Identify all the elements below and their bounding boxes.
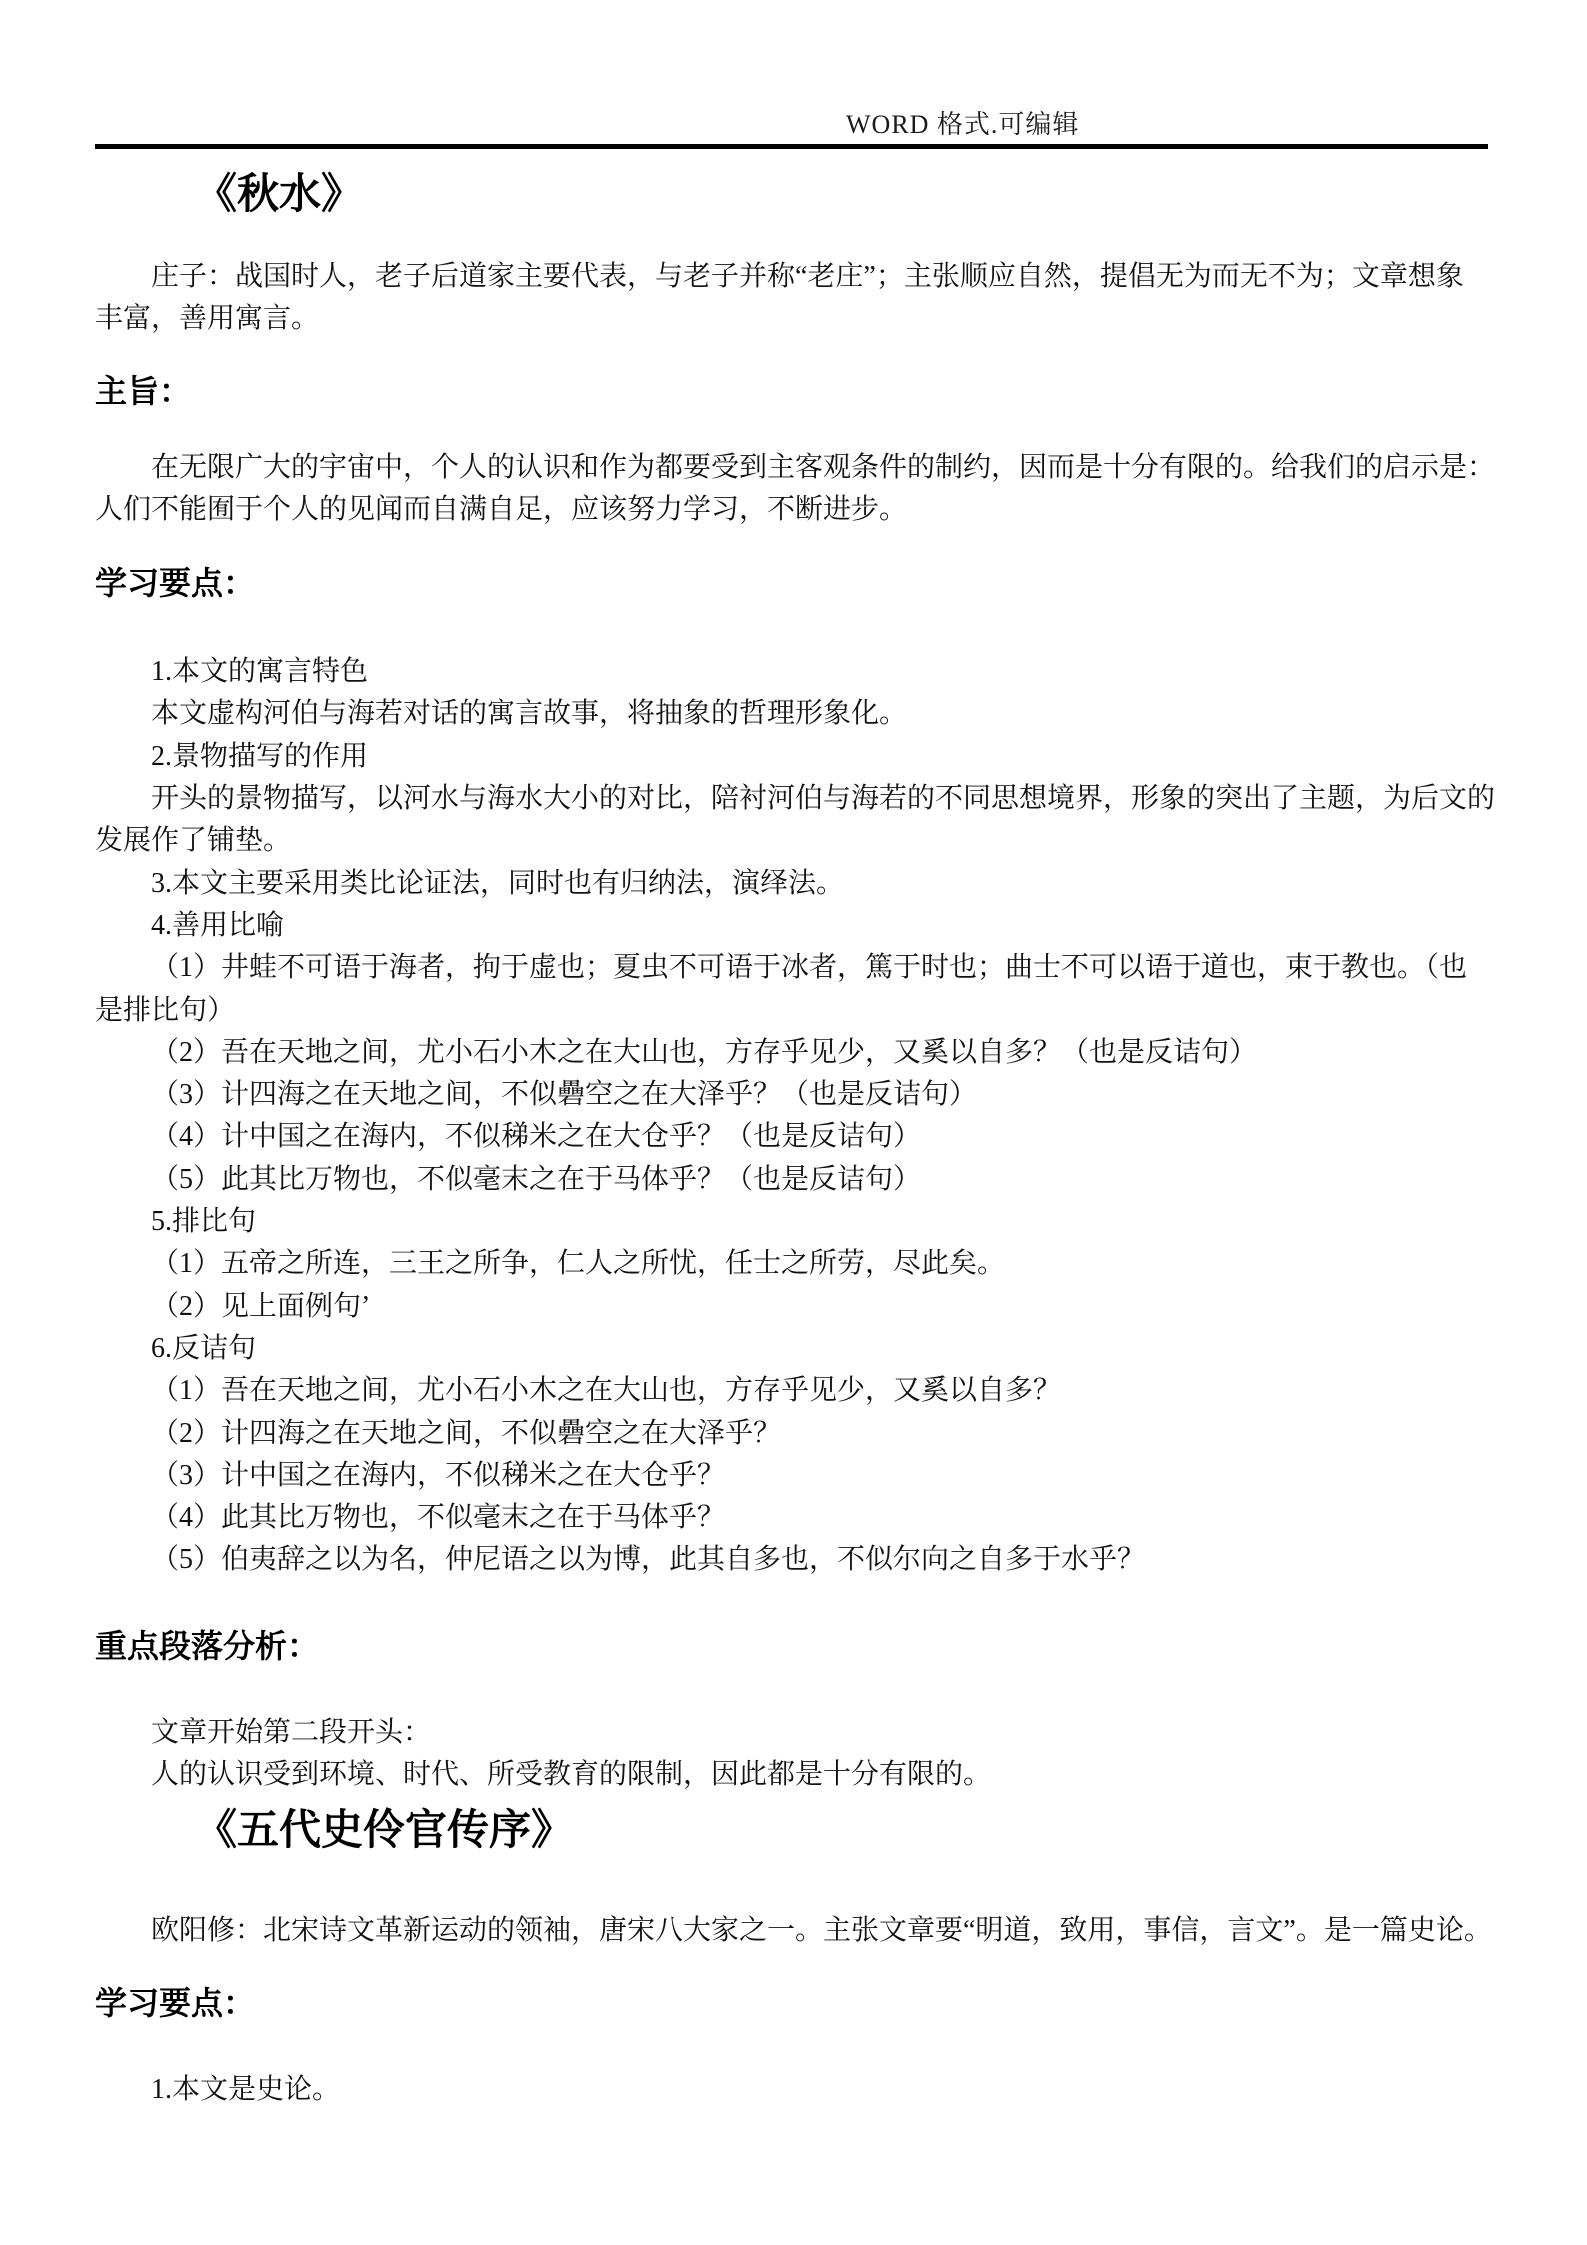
document-content — [95, 152, 1495, 2111]
list-item: （4）计中国之在海内，不似稊米之在大仓乎？（也是反诘句） — [151, 1121, 922, 1153]
title-lingguan: 《五代史伶官传序》 — [195, 1806, 574, 1854]
list-item: 1.本文的寓言特色 — [151, 656, 369, 688]
list-item: （2）见上面例句’ — [151, 1290, 371, 1322]
list-item: 开头的景物描写，以河水与海水大小的对比，陪衬河伯与海若的不同思想境界，形象的突出了主题，为后文的 — [151, 783, 1496, 815]
list-item: 1.本文是史论。 — [151, 2073, 341, 2105]
list-item: （2）计四海之在天地之间，不似礨空之在大泽乎？ — [151, 1417, 782, 1449]
heading-xuexi-qiushui: 学习要点： — [95, 565, 256, 602]
text-line: 文章开始第二段开头： — [151, 1716, 432, 1748]
text-line: 人们不能囿于个人的见闻而自满自足，应该努力学习，不断进步。 — [95, 493, 908, 525]
paragraph-qiushui-intro — [95, 256, 1495, 341]
list-item: （1）井蛙不可语于海者，拘于虚也；夏虫不可语于冰者，篤于时也；曲士不可以语于道也，束于教也。（也 — [151, 952, 1468, 984]
heading-zhongdian: 重点段落分析： — [95, 1627, 320, 1664]
list-item: 6.反诘句 — [151, 1332, 257, 1364]
list-item: （2）吾在天地之间，尤小石小木之在大山也，方存乎见少，又奚以自多？（也是反诘句） — [151, 1036, 1258, 1068]
list-item: （1）吾在天地之间，尤小石小木之在大山也，方存乎见少，又奚以自多？ — [151, 1375, 1062, 1407]
list-item: （3）计四海之在天地之间，不似礨空之在大泽乎？（也是反诘句） — [151, 1079, 978, 1111]
list-item: （5）伯夷辞之以为名，仲尼语之以为博，此其自多也，不似尔向之自多于水乎？ — [151, 1544, 1146, 1576]
list-item: （3）计中国之在海内，不似稊米之在大仓乎？ — [151, 1459, 726, 1491]
title-qiushui: 《秋水》 — [195, 170, 364, 217]
list-study-points-qiushui — [95, 651, 1495, 1582]
text-line: 丰富，善用寓言。 — [95, 303, 320, 335]
text-line: 庄子：战国时人，老子后道家主要代表，与老子并称“老庄”；主张顺应自然，提倡无为而无不为；文章想象 — [151, 261, 1464, 292]
list-item: 5.排比句 — [151, 1206, 257, 1238]
paragraph-zhongdian — [95, 1712, 1495, 1797]
list-item: 2.景物描写的作用 — [151, 740, 369, 772]
list-item: 是排比句） — [95, 994, 236, 1026]
list-item: 发展作了铺垫。 — [95, 825, 292, 857]
paragraph-lingguan-intro — [95, 1910, 1495, 1952]
list-item: （4）此其比万物也，不似毫末之在于马体乎？ — [151, 1502, 726, 1534]
text-line: 人的认识受到环境、时代、所受教育的限制，因此都是十分有限的。 — [151, 1759, 992, 1791]
text-line: 在无限广大的宇宙中，个人的认识和作为都要受到主客观条件的制约，因而是十分有限的。给我们的启示是： — [151, 451, 1496, 483]
list-item: （5）此其比万物也，不似毫末之在于马体乎？（也是反诘句） — [151, 1163, 922, 1195]
list-item: 本文虚构河伯与海若对话的寓言故事，将抽象的哲理形象化。 — [151, 698, 908, 730]
heading-zhuzhi: 主旨： — [95, 372, 192, 409]
paragraph-zhuzhi — [95, 447, 1495, 532]
watermark-text: WORD 格式.可编辑 — [846, 110, 1080, 139]
header-rule — [95, 144, 1488, 149]
heading-xuexi-lingguan: 学习要点： — [95, 1984, 256, 2021]
list-study-points-lingguan — [95, 2069, 1495, 2111]
list-item: 3.本文主要采用类比论证法，同时也有归纳法，演绎法。 — [151, 867, 845, 899]
list-item: （1）五帝之所连，三王之所争，仁人之所忧，任士之所劳，尽此矣。 — [151, 1248, 1006, 1280]
list-item: 4.善用比喻 — [151, 909, 285, 941]
text-line: 欧阳修：北宋诗文革新运动的领袖，唐宋八大家之一。主张文章要“明道，致用，事信，言文”。是一篇史论。 — [151, 1915, 1492, 1947]
